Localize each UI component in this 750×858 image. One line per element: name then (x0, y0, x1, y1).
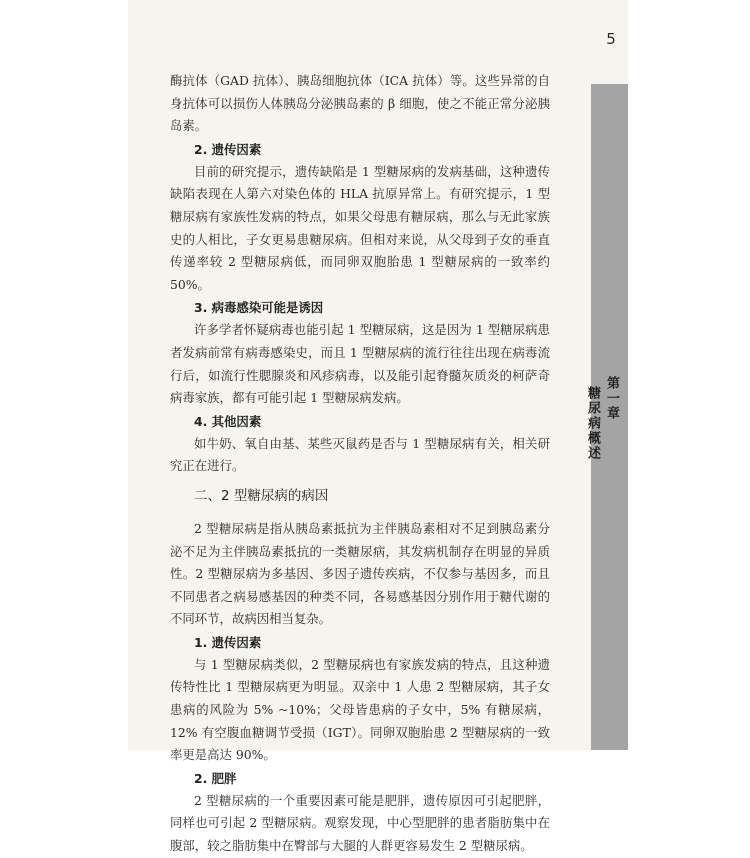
paragraph-type2-intro: 2 型糖尿病是指从胰岛素抵抗为主伴胰岛素相对不足到胰岛素分泌不足为主伴胰岛素抵抗的一类糖尿病，其发病机制存在明显的异质性。2 型糖尿病为多基因、多因子遗传疾病，不仅参与基因多，而且不同患者之病易感基因的种类不同，各易感基因分别作用于糖代谢的不同环节，故病因相当复杂。 (170, 520, 550, 627)
section-heading-genetics-t1: 2. 遗传因素 (194, 141, 262, 157)
section-heading-genetics-t2: 1. 遗传因素 (194, 634, 262, 650)
section-heading-obesity: 2. 肥胖 (194, 770, 237, 786)
paragraph-other: 如牛奶、氧自由基、某些灭鼠药是否与 1 型糖尿病有关，相关研究正在进行。 (170, 435, 550, 474)
chapter-title: 糖尿病概述 (585, 386, 600, 461)
paragraph-genetics-t2: 与 1 型糖尿病类似，2 型糖尿病也有家族发病的特点，且这种遗传特性比 1 型糖尿病更为明显。双亲中 1 人患 2 型糖尿病，其子女患病的风险为 5% ~10%；父母皆患病的子女中，5% 有糖尿病，12% 有空腹血糖调节受损（IGT）。同卵双胞胎患 2 型糖尿病的一致率更是高达 90%。 (170, 656, 550, 763)
section-heading-virus: 3. 病毒感染可能是诱因 (194, 300, 324, 316)
chapter-label (585, 376, 621, 461)
paragraph-genetics-t1: 目前的研究提示，遗传缺陷是 1 型糖尿病的发病基础，这种遗传缺陷表现在人第六对染色体的 HLA 抗原异常上。有研究提示，1 型糖尿病有家族性发病的特点，如果父母患有糖尿病，那么与无此家族史的人相比，子女更易患糖尿病。但相对来说，从父母到子女的垂直传递率较 2 型糖尿病低，而同卵双胞胎患 1 型糖尿病的一致率约 50%。 (170, 163, 550, 292)
chapter-section-heading-type2: 二、2 型糖尿病的病因 (194, 487, 329, 504)
paragraph-obesity: 2 型糖尿病的一个重要因素可能是肥胖，遗传原因可引起肥胖，同样也可引起 2 型糖尿病。观察发现，中心型肥胖的患者脂肪集中在腹部，较之脂肪集中在臀部与大腿的人群更容易发生 2 型糖尿病。 (170, 792, 550, 854)
page-number: 5 (606, 30, 616, 48)
paragraph-virus: 许多学者怀疑病毒也能引起 1 型糖尿病，这是因为 1 型糖尿病患者发病前常有病毒感染史，而且 1 型糖尿病的流行往往出现在病毒流行后，如流行性腮腺炎和风疹病毒，以及能引起脊髓灰质炎的柯萨奇病毒家族，都有可能引起 1 型糖尿病发病。 (170, 322, 550, 406)
page-content (170, 70, 550, 858)
section-heading-other: 4. 其他因素 (194, 413, 262, 429)
intro-paragraph: 酶抗体（GAD 抗体）、胰岛细胞抗体（ICA 抗体）等。这些异常的自身抗体可以损伤人体胰岛分泌胰岛素的 β 细胞，使之不能正常分泌胰岛素。 (170, 73, 550, 134)
chapter-number: 第一章 (604, 376, 619, 421)
